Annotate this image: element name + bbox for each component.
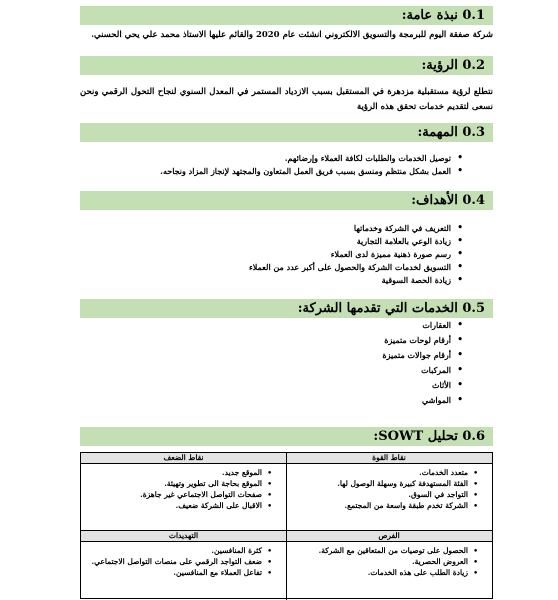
list-item: • زيادة الوعي بالعلامة التجارية xyxy=(249,235,463,248)
list-item: • كثرة المنافسين. xyxy=(85,545,272,556)
list-item: • العروض الحصرية. xyxy=(290,556,478,567)
swot-header-opportunities: الفرص xyxy=(286,531,492,542)
list-item: • الفئة المستهدفة كبيرة وسهلة الوصول لها. xyxy=(290,478,478,489)
list-item: • التواجد في السوق. xyxy=(290,489,478,500)
list-item: • المواشي xyxy=(382,393,463,408)
list-item: • الشركة تخدم طبقة واسعة من المجتمع. xyxy=(290,500,478,511)
section-heading-vision: 0.2 الرؤية: xyxy=(80,56,493,75)
list-item: • التسويق لخدمات الشركة والحصول على أكبر عدد من العملاء xyxy=(249,261,463,274)
section-heading-overview: 0.1 نبذة عامة: xyxy=(80,6,493,25)
section-heading-swot: 0.6 تحليل SOWT: xyxy=(80,427,493,446)
threats-list xyxy=(81,545,286,578)
overview-text: شركة صفقة اليوم للبرمجة والتسويق الالكتروني انشئت عام 2020 والقائم عليها الاستاذ محمد علي يحي الحسني. xyxy=(91,30,493,40)
strengths-list xyxy=(286,467,492,511)
goals-list xyxy=(249,222,463,287)
list-item: • الموقع بحاجة الى تطوير وتهيئة. xyxy=(85,478,272,489)
section-heading-services: 0.5 الخدمات التي تقدمها الشركة: xyxy=(80,299,493,318)
swot-cell-weaknesses xyxy=(81,453,287,530)
mission-list xyxy=(160,152,463,178)
list-item: • العمل بشكل منتظم ومنسق بسبب فريق العمل المتعاون والمجتهد لإنجاز المزاد ونجاحه. xyxy=(160,165,463,178)
vision-text: نتطلع لرؤية مستقبلية مزدهرة في المستقبل بسبب الازدياد المستمر في المعدل السنوي لنجاح التحول الرقمي ونحن نسعى لتقديم خدمات تحقق هذه الرؤية xyxy=(80,87,493,112)
opportunities-list xyxy=(286,545,492,578)
list-item: • المركبات xyxy=(382,363,463,378)
list-item: • رسم صورة ذهنية مميزة لدى العملاء xyxy=(249,248,463,261)
list-item: • الأثاث xyxy=(382,378,463,393)
swot-header-threats: التهديدات xyxy=(81,531,286,542)
section-heading-goals: 0.4 الأهداف: xyxy=(80,191,493,210)
section-heading-mission: 0.3 المهمة: xyxy=(80,123,493,142)
list-item: • متعدد الخدمات. xyxy=(290,467,478,478)
swot-table xyxy=(80,452,493,599)
list-item: • الحصول على توصيات من المتعاقين مع الشركة. xyxy=(290,545,478,556)
list-item: • العقارات xyxy=(382,318,463,333)
swot-cell-threats xyxy=(81,530,287,600)
list-item: • ضعف التواجد الرقمي على منصات التواصل الاجتماعي. xyxy=(85,556,272,567)
list-item: • تفاعل العملاء مع المنافسين. xyxy=(85,567,272,578)
weaknesses-list xyxy=(81,467,286,511)
list-item: • زيادة الحصة السوقية xyxy=(249,274,463,287)
swot-header-weaknesses: نقاط الضعف xyxy=(81,453,286,464)
list-item: • أرقام لوحات متميزة xyxy=(382,333,463,348)
services-list xyxy=(382,318,463,408)
list-item: • زيادة الطلب على هذه الخدمات. xyxy=(290,567,478,578)
list-item: • صفحات التواصل الاجتماعي غير جاهزة. xyxy=(85,489,272,500)
list-item: • توصيل الخدمات والطلبات لكافة العملاء وإرضائهم. xyxy=(160,152,463,165)
list-item: • التعريف في الشركة وخدماتها xyxy=(249,222,463,235)
swot-cell-strengths xyxy=(286,453,492,530)
swot-header-strengths: نقاط القوة xyxy=(286,453,492,464)
list-item: • الموقع جديد. xyxy=(85,467,272,478)
swot-cell-opportunities xyxy=(286,530,492,600)
list-item: • الاقبال على الشركة ضعيف. xyxy=(85,500,272,511)
list-item: • أرقام جوالات متميزة xyxy=(382,348,463,363)
